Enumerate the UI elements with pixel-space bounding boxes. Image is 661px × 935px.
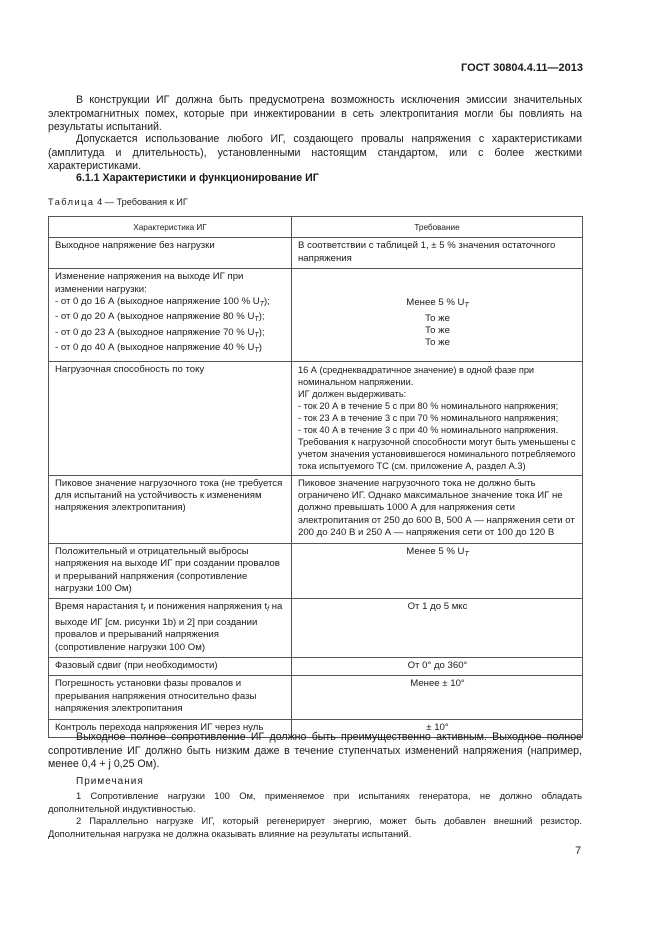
cell-line: - от 0 до 40 А (выходное напряжение 40 % $U_T$) xyxy=(55,342,262,355)
intro-paragraph-2: Допускается использование любого ИГ, создающего провалы напряжения с характеристиками (амплитуда и длительность), установленными настоящим стандартом, или с более жесткими характеристиками. xyxy=(48,133,582,172)
table-row xyxy=(49,269,583,361)
intro-paragraph-1: В конструкции ИГ должна быть предусмотрена возможность исключения эмиссии значительных электромагнитных помех, которые при инжектировании в сеть электропитания могли бы повлиять на результаты испытаний. xyxy=(48,94,582,133)
cell-requirement: В соответствии с таблицей 1, ± 5 % значения остаточного напряжения xyxy=(292,238,583,269)
cell-line: То же xyxy=(425,325,450,337)
table-caption xyxy=(48,197,188,207)
cell-characteristic: Нагрузочная способность по току xyxy=(49,361,292,475)
cell-characteristic: Положительный и отрицательный выбросы напряжения на выходе ИГ при создании провалов и прерываний напряжения (сопротивление нагрузки 100 Ом) xyxy=(49,543,292,599)
table-row xyxy=(49,238,583,269)
table-row xyxy=(49,599,583,658)
cell-requirement: Пиковое значение нагрузочного тока не должно быть ограничено ИГ. Однако максимальное значение тока ИГ не должно превышать 1000 А для напряжения сети электропитания от 250 до 600 В, 500 А — напряжения сети от 200 до 240 В и 250 А — напряжения сети от 100 до 120 В xyxy=(292,475,583,543)
cell-requirement: Менее 5 % $U_T$ xyxy=(292,543,583,599)
cell-line: 16 А (среднеквадратичное значение) в одной фазе при номинальном напряжении. xyxy=(298,364,535,387)
note-2: 2 Параллельно нагрузке ИГ, который регенерирует энергию, может быть добавлен внешний резистор. Дополнительная нагрузка не должна оказывать влияние на результаты испытаний. xyxy=(48,815,582,839)
requirements-table xyxy=(48,216,583,738)
cell-line: - от 0 до 20 А (выходное напряжение 80 % $U_T$); xyxy=(55,311,265,324)
table-row xyxy=(49,543,583,599)
cell-characteristic: Время нарастания $t_r$ и понижения напряжения $t_f$ на выходе ИГ [см. рисунки 1b) и 2] при создании провалов и прерываний напряжения (сопротивление нагрузки 100 Ом) xyxy=(49,599,292,658)
after-table-paragraph: Выходное полное сопротивление ИГ должно быть преимущественно активным. Выходное полное сопротивление ИГ должно быть низким даже в течение ступенчатых изменений напряжения (например, менее 0,4 + j 0,25 Ом). xyxy=(48,731,582,770)
cell-line: Изменение напряжения на выходе ИГ при изменении нагрузки: xyxy=(55,271,244,295)
cell-characteristic: Пиковое значение нагрузочного тока (не требуется для испытаний на устойчивость к изменениям напряжения электропитания) xyxy=(49,475,292,543)
document-header: ГОСТ 30804.4.11—2013 xyxy=(460,62,583,74)
cell-line: - от 0 до 23 А (выходное напряжение 70 % $U_T$); xyxy=(55,326,265,339)
table-caption-label: Таблица xyxy=(48,197,95,207)
cell-characteristic: Погрешность установки фазы провалов и прерывания напряжения относительно фазы напряжения электропитания xyxy=(49,676,292,719)
table-row xyxy=(49,361,583,475)
cell-line: То же xyxy=(425,337,450,349)
cell-line: ИГ должен выдерживать: xyxy=(298,388,407,399)
table-row xyxy=(49,676,583,719)
table-row xyxy=(49,657,583,675)
cell-line: Менее 5 % $U_T$ xyxy=(406,297,469,310)
cell-requirement: От 1 до 5 мкс xyxy=(292,599,583,658)
table-caption-text: 4 — Требования к ИГ xyxy=(97,197,188,207)
cell-requirement: Менее ± 10° xyxy=(292,676,583,719)
cell-characteristic: Контроль перехода напряжения ИГ через нуль xyxy=(49,719,292,737)
notes-title: Примечания xyxy=(76,776,144,787)
note-1: 1 Сопротивление нагрузки 100 Ом, применяемое при испытаниях генератора, не должно обладать дополнительной индуктивностью. xyxy=(48,790,582,814)
cell-line: Требования к нагрузочной способности могут быть уменьшены с учетом значения установившегося номинального потребляемого тока испытуемого ТС (см. приложение А, раздел А.3) xyxy=(298,436,576,471)
cell-characteristic: Выходное напряжение без нагрузки xyxy=(49,238,292,269)
cell-line: - ток 40 А в течение 3 с при 40 % номинального напряжения. xyxy=(298,424,559,435)
section-title: 6.1.1 Характеристики и функционирование ИГ xyxy=(76,172,319,184)
cell-characteristic: Фазовый сдвиг (при необходимости) xyxy=(49,657,292,675)
header-characteristic: Характеристика ИГ xyxy=(49,217,292,238)
cell-line: То же xyxy=(425,312,450,324)
header-requirement: Требование xyxy=(292,217,583,238)
table-header-row xyxy=(49,217,583,238)
table-row xyxy=(49,475,583,543)
cell-requirement: От 0° до 360° xyxy=(292,657,583,675)
cell-requirement xyxy=(292,361,583,475)
cell-requirement xyxy=(292,269,583,361)
cell-characteristic xyxy=(49,269,292,361)
page-number: 7 xyxy=(575,845,581,857)
cell-line: - от 0 до 16 А (выходное напряжение 100 % $U_T$); xyxy=(55,296,270,309)
cell-requirement: ± 10° xyxy=(292,719,583,737)
cell-line: - ток 20 А в течение 5 с при 80 % номинального напряжения; xyxy=(298,400,559,411)
cell-line: - ток 23 А в течение 3 с при 70 % номинального напряжения; xyxy=(298,412,559,423)
